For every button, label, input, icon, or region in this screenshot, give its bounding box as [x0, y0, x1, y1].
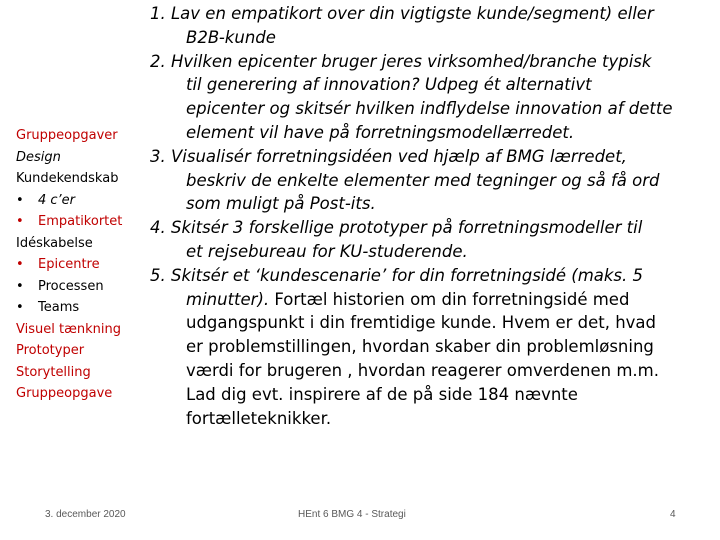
footer-date: 3. december 2020	[45, 509, 126, 520]
bullet-icon: •	[16, 192, 24, 208]
task-item	[150, 216, 710, 264]
task-item	[150, 264, 710, 431]
task-item	[150, 2, 710, 50]
sidebar-item	[16, 340, 146, 362]
task-item	[150, 145, 710, 216]
task-line: minutter). Fortæl historien om din forretningsidé med	[186, 289, 630, 309]
sidebar-item-label: Teams	[38, 300, 80, 315]
bullet-icon: •	[16, 300, 24, 315]
task-line: 5. Skitsér et ‘kundescenarie’ for din forretningsidé (maks. 5	[150, 265, 644, 285]
task-line: et rejsebureau for KU-studerende.	[186, 241, 468, 261]
task-list	[150, 2, 710, 430]
sidebar-item	[16, 190, 146, 212]
footer-title: HEnt 6 BMG 4 - Strategi	[298, 509, 406, 520]
sidebar-item	[16, 362, 146, 384]
sidebar-item-label: Epicentre	[38, 257, 100, 272]
sidebar-outline	[16, 125, 146, 405]
sidebar-item	[16, 233, 146, 255]
sidebar-item	[16, 147, 146, 169]
sidebar-item-label: Storytelling	[16, 364, 91, 380]
sidebar-item-label: Visuel tænkning	[16, 321, 121, 337]
task-line: 1. Lav en empatikort over din vigtigste kunde/segment) eller	[150, 4, 654, 23]
bullet-icon: •	[16, 257, 24, 272]
sidebar-item	[16, 168, 146, 190]
sidebar-item-label: Processen	[38, 278, 104, 294]
sidebar-item	[16, 254, 146, 276]
task-line: 4. Skitsér 3 forskellige prototyper på forretningsmodeller til	[150, 218, 643, 238]
task-line: Lad dig evt. inspirere af de på side 184 nævnte	[186, 384, 578, 404]
sidebar-item	[16, 211, 146, 233]
task-line: 2. Hvilken epicenter bruger jeres virksomhed/branche typisk	[150, 51, 652, 71]
sidebar-item	[16, 383, 146, 405]
task-line: fortælleteknikker.	[186, 408, 332, 428]
sidebar-item-label: Kundekendskab	[16, 171, 119, 186]
task-line: som muligt på Post-its.	[186, 194, 376, 214]
task-line: element vil have på forretningsmodellærredet.	[186, 122, 575, 142]
task-line: til generering af innovation? Udpeg ét alternativt	[186, 75, 592, 95]
task-line: er problemstillingen, hvordan skaber din problemløsning	[186, 337, 654, 357]
sidebar-item-label: Idéskabelse	[16, 235, 93, 251]
task-line: epicenter og skitsér hvilken indflydelse innovation af dette	[186, 99, 673, 119]
sidebar-item-label: 4 c’er	[38, 192, 76, 208]
sidebar-item	[16, 297, 146, 319]
sidebar-item-label: Design	[16, 149, 61, 165]
task-line: B2B-kunde	[186, 27, 276, 47]
sidebar-item	[16, 319, 146, 341]
sidebar-item-label: Gruppeopgave	[16, 386, 113, 401]
task-line: 3. Visualisér forretningsidéen ved hjælp af BMG lærredet,	[150, 146, 627, 166]
bullet-icon: •	[16, 214, 24, 229]
task-item	[150, 50, 710, 145]
sidebar-item	[16, 125, 146, 147]
sidebar-item-label: Gruppeopgaver	[16, 128, 118, 143]
task-line: udgangspunkt i din fremtidige kunde. Hvem er det, hvad	[186, 313, 657, 333]
page-number: 4	[670, 509, 676, 520]
task-line: værdi for brugeren , hvordan reagerer omverdenen m.m.	[186, 360, 659, 380]
sidebar-item-label: Empatikortet	[38, 214, 123, 229]
bullet-icon: •	[16, 278, 24, 294]
sidebar-item	[16, 276, 146, 298]
task-line: beskriv de enkelte elementer med tegninger og så få ord	[186, 170, 660, 190]
sidebar-item-label: Prototyper	[16, 343, 85, 358]
